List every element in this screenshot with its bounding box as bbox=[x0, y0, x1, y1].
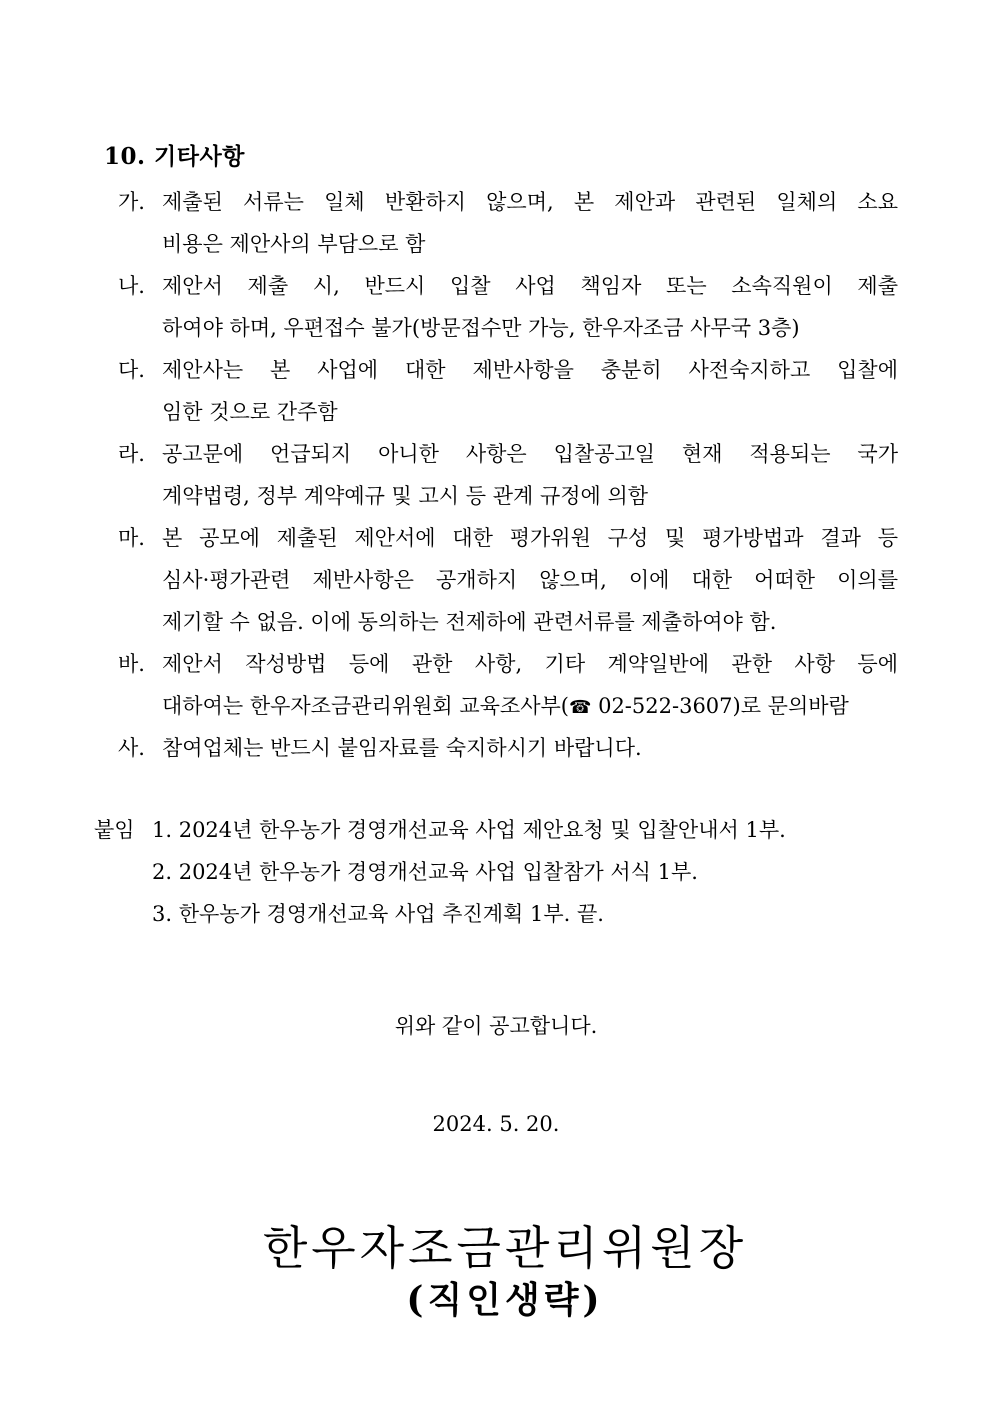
item-line: 제출된 서류는 일체 반환하지 않으며, 본 제안과 관련된 일체의 소요 bbox=[162, 190, 898, 214]
item-marker: 라. bbox=[118, 442, 145, 466]
item-marker: 바. bbox=[118, 652, 145, 676]
item-line: 제안사는 본 사업에 대한 제반사항을 충분히 사전숙지하고 입찰에 bbox=[162, 358, 898, 382]
date: 2024. 5. 20. bbox=[432, 1112, 560, 1136]
seal-omitted-note: (직인생략) bbox=[406, 1279, 604, 1321]
attachment-entry: 3. 한우농가 경영개선교육 사업 추진계획 1부. 끝. bbox=[152, 902, 604, 926]
item-line: 제안서 제출 시, 반드시 입찰 사업 책임자 또는 소속직원이 제출 bbox=[162, 274, 898, 298]
item-line: 비용은 제안사의 부담으로 함 bbox=[162, 232, 426, 256]
attachment-entry: 2. 2024년 한우농가 경영개선교육 사업 입찰참가 서식 1부. bbox=[152, 860, 698, 884]
item-line: 공고문에 언급되지 아니한 사항은 입찰공고일 현재 적용되는 국가 bbox=[162, 442, 898, 466]
phone-icon: ☎ bbox=[568, 697, 592, 718]
phone-number: 02-522-3607 bbox=[591, 694, 733, 718]
attachment-label: 붙임 bbox=[94, 818, 135, 842]
signatory-title: 한우자조금관리위원장 bbox=[262, 1221, 748, 1275]
item-marker: 나. bbox=[118, 274, 145, 298]
item-line: 하여야 하며, 우편접수 불가(방문접수만 가능, 한우자조금 사무국 3층) bbox=[162, 316, 800, 340]
item-marker: 사. bbox=[118, 736, 145, 760]
item-line: 제기할 수 없음. 이에 동의하는 전제하에 관련서류를 제출하여야 함. bbox=[162, 610, 777, 634]
closing-statement: 위와 같이 공고합니다. bbox=[394, 1014, 598, 1038]
item-line: 참여업체는 반드시 붙임자료를 숙지하시기 바랍니다. bbox=[162, 736, 642, 760]
section-title: 10. 기타사항 bbox=[104, 143, 245, 170]
contact-line bbox=[162, 690, 849, 720]
item-line: 본 공모에 제출된 제안서에 대한 평가위원 구성 및 평가방법과 결과 등 bbox=[162, 526, 898, 550]
item-marker: 마. bbox=[118, 526, 145, 550]
contact-text: 대하여는 한우자조금관리위원회 교육조사부( bbox=[162, 694, 569, 718]
item-line: 임한 것으로 간주함 bbox=[162, 400, 338, 424]
item-line: 심사·평가관련 제반사항은 공개하지 않으며, 이에 대한 어떠한 이의를 bbox=[162, 568, 898, 592]
contact-text-end: )로 문의바람 bbox=[732, 694, 849, 718]
item-marker: 다. bbox=[118, 358, 145, 382]
item-line: 제안서 작성방법 등에 관한 사항, 기타 계약일반에 관한 사항 등에 bbox=[162, 652, 898, 676]
attachment-entry: 1. 2024년 한우농가 경영개선교육 사업 제안요청 및 입찰안내서 1부. bbox=[152, 818, 786, 842]
item-line: 계약법령, 정부 계약예규 및 고시 등 관계 규정에 의함 bbox=[162, 484, 649, 508]
item-marker: 가. bbox=[118, 190, 145, 214]
